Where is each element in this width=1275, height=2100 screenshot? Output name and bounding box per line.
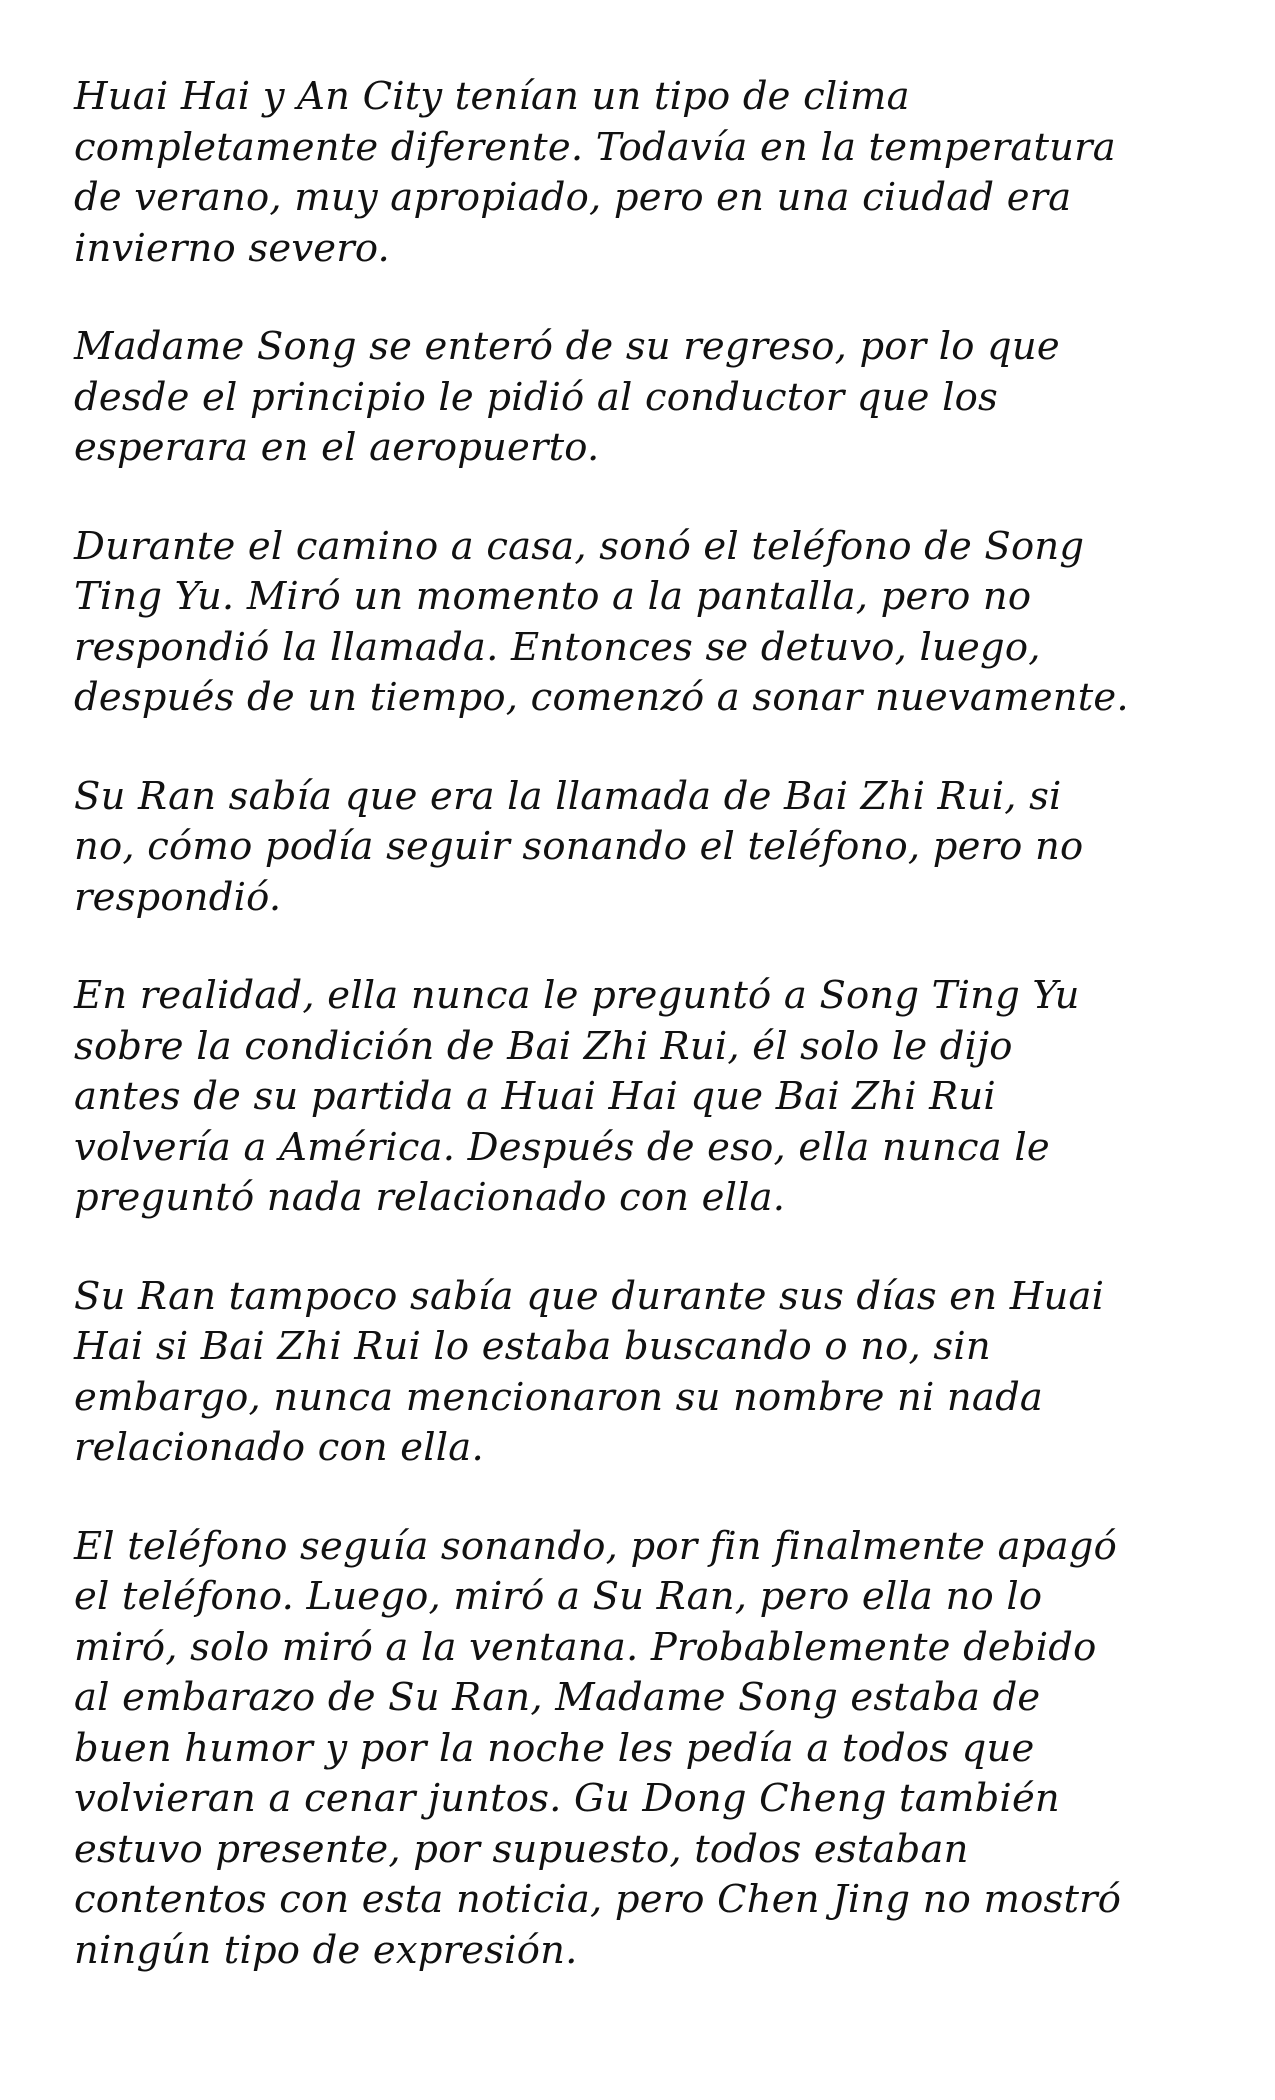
text-line: embargo, nunca mencionaron su nombre ni nada	[74, 1374, 1044, 1420]
text-line: no, cómo podía seguir sonando el teléfono, pero no	[74, 824, 1084, 869]
text-line: Su Ran tampoco sabía que durante sus días en Huai	[74, 1273, 1105, 1319]
text-line: En realidad, ella nunca le preguntó a Song Ting Yu	[74, 973, 1080, 1018]
text-line: respondió la llamada. Entonces se detuvo, luego,	[74, 624, 1041, 670]
text-line: Hai si Bai Zhi Rui lo estaba buscando o no, sin	[74, 1324, 991, 1369]
text-line: Huai Hai y An City tenían un tipo de clima	[74, 74, 910, 119]
text-line: de verano, muy apropiado, pero en una ciudad era	[74, 175, 1072, 220]
text-line: El teléfono seguía sonando, por fin finalmente apagó	[74, 1523, 1117, 1569]
text-line: al embarazo de Su Ran, Madame Song estaba de	[74, 1675, 1041, 1720]
text-line: miró, solo miró a la ventana. Probablemente debido	[74, 1624, 1097, 1670]
text-line: esperara en el aeropuerto.	[74, 425, 600, 470]
paragraph	[74, 1272, 1215, 1474]
document-body	[74, 72, 1215, 1976]
text-line: buen humor y por la noche les pedía a todos que	[74, 1725, 1035, 1771]
text-line: ningún tipo de expresión.	[74, 1927, 578, 1973]
text-line: antes de su partida a Huai Hai que Bai Zhi Rui	[74, 1074, 996, 1119]
text-line: volvieran a cenar juntos. Gu Dong Cheng también	[74, 1776, 1060, 1821]
text-line: sobre la condición de Bai Zhi Rui, él solo le dijo	[74, 1023, 1013, 1069]
text-line: estuvo presente, por supuesto, todos estaban	[74, 1826, 969, 1872]
paragraph	[74, 522, 1215, 724]
text-line: Madame Song se enteró de su regreso, por lo que	[74, 324, 1060, 369]
text-line: desde el principio le pidió al conductor que los	[74, 374, 998, 420]
text-line: preguntó nada relacionado con ella.	[74, 1175, 786, 1220]
paragraph	[74, 971, 1215, 1224]
text-line: relacionado con ella.	[74, 1425, 484, 1470]
text-line: invierno severo.	[74, 225, 390, 271]
paragraph	[74, 772, 1215, 924]
text-line: contentos con esta noticia, pero Chen Jing no mostró	[74, 1877, 1122, 1922]
text-line: completamente diferente. Todavía en la temperatura	[74, 124, 1116, 170]
paragraph	[74, 72, 1215, 274]
paragraph	[74, 322, 1215, 474]
text-line: después de un tiempo, comenzó a sonar nuevamente.	[74, 675, 1129, 720]
text-line: Ting Yu. Miró un momento a la pantalla, pero no	[74, 574, 1032, 619]
text-line: respondió.	[74, 874, 282, 920]
text-line: volvería a América. Después de eso, ella nunca le	[74, 1124, 1050, 1170]
text-line: Durante el camino a casa, sonó el teléfono de Song	[74, 523, 1085, 569]
text-line: Su Ran sabía que era la llamada de Bai Zhi Rui, si	[74, 773, 1062, 819]
text-line: el teléfono. Luego, miró a Su Ran, pero ella no lo	[74, 1574, 1043, 1619]
paragraph	[74, 1522, 1215, 1977]
